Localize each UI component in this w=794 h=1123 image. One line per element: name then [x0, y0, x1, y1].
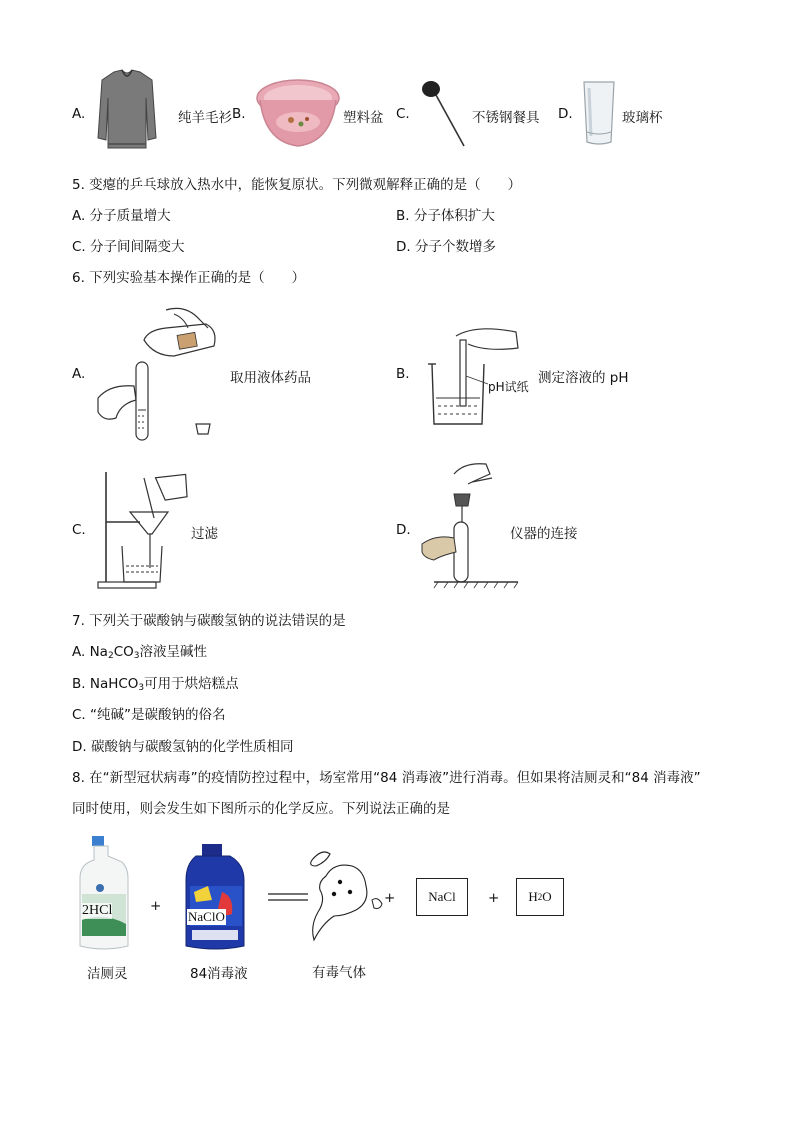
- sweater-picture: [96, 68, 158, 152]
- q4-option-d-letter: D.: [558, 106, 573, 122]
- stainless-ladle-picture: [420, 78, 466, 148]
- bottle2-formula: NaClO: [188, 909, 225, 924]
- q4-option-b-text: 塑料盆: [343, 110, 384, 126]
- glass-cup-picture: [582, 80, 616, 146]
- q5-option-c: C. 分子间间隔变大: [72, 239, 185, 255]
- reaction-equals-sign: [268, 892, 308, 902]
- caption-84-disinfectant: 84消毒液: [190, 966, 248, 982]
- q7-stem: 7. 下列关于碳酸钠与碳酸氢钠的说法错误的是: [72, 613, 346, 629]
- q4-option-c-letter: C.: [396, 106, 410, 122]
- q5-stem: 5. 变瘪的乒乓球放入热水中，能恢复原状。下列微观解释正确的是（ ）: [72, 177, 522, 193]
- disinfectant-bottle-picture: [182, 842, 248, 952]
- q6-stem: 6. 下列实验基本操作正确的是（ ）: [72, 270, 306, 286]
- q4-option-c-text: 不锈钢餐具: [472, 110, 540, 126]
- q6-option-c-text: 过滤: [191, 526, 218, 542]
- q5-option-a: A. 分子质量增大: [72, 208, 171, 224]
- q8-stem-line2: 同时使用，则会发生如下图所示的化学反应。下列说法正确的是: [72, 801, 450, 817]
- ph-paper-label: pH试纸: [488, 380, 529, 394]
- plus-sign-1: +: [150, 898, 162, 914]
- q6-option-b-text: 测定溶液的 pH: [538, 370, 629, 386]
- q7-option-a: A. $Na_2CO_3$溶液呈碱性: [72, 644, 207, 661]
- product-box-nacl: NaCl: [416, 878, 468, 916]
- toxic-gas-cloud-picture: [304, 846, 386, 946]
- filtration-drawing: [96, 468, 192, 592]
- caption-toxic-gas: 有毒气体: [312, 965, 366, 981]
- q4-option-a-text: 纯羊毛衫: [178, 110, 232, 126]
- q6-option-d-letter: D.: [396, 522, 411, 538]
- q8-stem-line1: 8. 在“新型冠状病毒”的疫情防控过程中，场室常用“84 消毒液”进行消毒。但如果将洁厕灵和“84 消毒液”: [72, 770, 701, 786]
- ph-test-drawing: [426, 322, 526, 427]
- bottle1-formula: 2HCl: [82, 903, 113, 918]
- q4-option-b-letter: B.: [232, 106, 246, 122]
- q6-option-c-letter: C.: [72, 522, 86, 538]
- q7-option-b: B. NaHCO$_3$可用于烘焙糕点: [72, 676, 239, 693]
- q6-option-a-letter: A.: [72, 366, 86, 382]
- plastic-basin-picture: [255, 76, 341, 152]
- q6-option-d-text: 仪器的连接: [510, 526, 578, 542]
- q7-option-c: C. “纯碱”是碳酸钠的俗名: [72, 707, 226, 723]
- q7-option-d: D. 碳酸钠与碳酸氢钠的化学性质相同: [72, 739, 294, 755]
- q4-option-d-text: 玻璃杯: [622, 110, 663, 126]
- q4-option-a-letter: A.: [72, 106, 86, 122]
- plus-sign-2: +: [384, 890, 396, 906]
- q5-option-d: D. 分子个数增多: [396, 239, 496, 255]
- pour-liquid-drawing: [96, 300, 226, 445]
- q5-option-b: B. 分子体积扩大: [396, 208, 495, 224]
- plus-sign-3: +: [488, 890, 500, 906]
- q6-option-b-letter: B.: [396, 366, 410, 382]
- q6-option-a-text: 取用液体药品: [230, 370, 311, 386]
- product-box-h2o: H 2 O: [516, 878, 564, 916]
- toilet-cleaner-bottle-picture: [78, 834, 130, 952]
- caption-toilet-cleaner: 洁厕灵: [87, 966, 128, 982]
- connect-apparatus-drawing: [420, 460, 520, 590]
